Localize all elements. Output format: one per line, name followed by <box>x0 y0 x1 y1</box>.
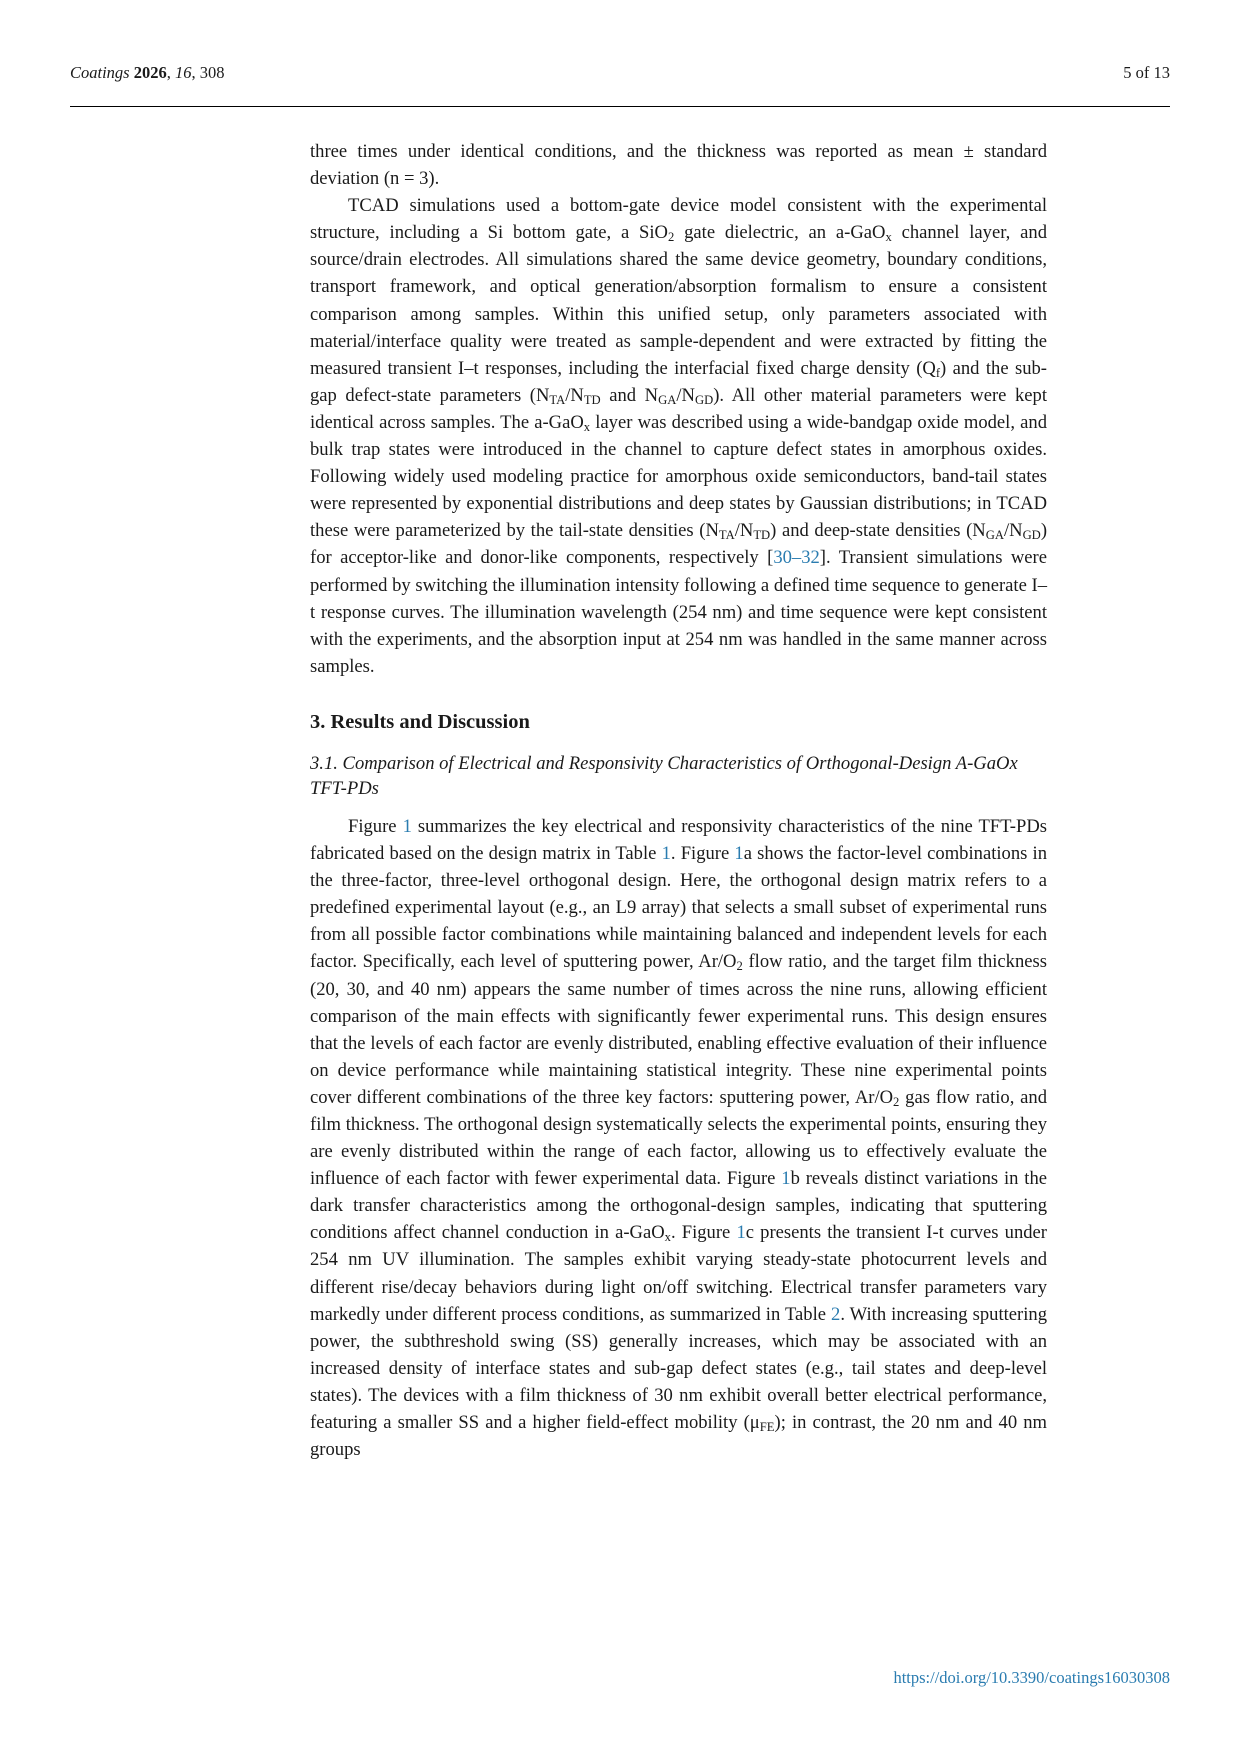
text-run: ]. Transient simulations were performed by switching the illumination intensity following a defined time sequence to generate I–t response curves. The illumination wavelength (254 nm) and time sequence were kept consistent with the experiments, and the absorption input at 254 nm was handled in the same manner across samples. <box>310 547 1047 677</box>
doi-link[interactable]: https://doi.org/10.3390/coatings16030308 <box>893 1668 1170 1687</box>
subsection-heading: 3.1. Comparison of Electrical and Responsivity Characteristics of Orthogonal-Design A-GaOx TFT-PDs <box>310 752 1018 799</box>
text-run: ) for acceptor-like and donor-like components, respectively [ <box>310 520 1048 569</box>
subscript: 2 <box>893 1095 900 1110</box>
text-run: Figure <box>348 815 403 837</box>
text-run: c presents the transient I-t curves under 254 nm UV illumination. The samples exhibit varying steady-state photocurrent levels and different rise/decay behaviors during light on/off switching. Electrical transfer parameters vary markedly under different process conditions, as summarized in Table <box>310 1222 1047 1325</box>
body-paragraph <box>310 813 1047 1463</box>
text-run: 16 <box>174 63 192 82</box>
text-run: /N <box>734 520 754 542</box>
subscript: GD <box>694 393 714 407</box>
text-run: three times under identical conditions, and the thickness was reported as mean ± standard deviation (n = 3). <box>310 141 1047 190</box>
subscript: TA <box>718 528 735 543</box>
article-body <box>310 138 1047 1463</box>
text-run: gas flow ratio, and film thickness. The orthogonal design systematically selects the experimental points, ensuring they are evenly distributed within the range of each factor, allowing us to effectively evaluate the influence of each factor with fewer experimental data. Figure <box>310 1086 1047 1190</box>
text-run: layer was described using a wide-bandgap oxide model, and bulk trap states were introduced in the channel to capture defect states in amorphous oxides. Following widely used modeling practice for amorphous oxide semiconductors, band-tail states were represented by exponential distributions and deep states by Gaussian distributions; in TCAD these were parameterized by the tail-state densities (N <box>310 411 1047 542</box>
text-run: . With increasing sputtering power, the subthreshold swing (SS) generally increases, which may be associated with an increased density of interface states and sub-gap defect states (e.g., tail states and deep-level states). The devices with a film thickness of 30 nm exhibit overall better electrical performance, featuring a smaller SS and a higher field-effect mobility (μ <box>310 1303 1047 1434</box>
text-run: . Figure <box>670 1222 737 1244</box>
subscript: GA <box>658 393 677 407</box>
text-run: ) and deep-state densities (N <box>770 520 986 542</box>
subscript: GD <box>1022 528 1041 543</box>
subscript: FE <box>759 1420 775 1435</box>
subscript: 2 <box>667 230 675 245</box>
journal-citation <box>70 64 224 82</box>
citation-link[interactable]: 1 <box>661 843 671 865</box>
text-run: flow ratio, and the target film thickness (20, 30, and 40 nm) appears the same number of times across the nine runs, allowing efficient comparison of the main effects with significantly fewer experimental runs. This design ensures that the levels of each factor are evenly distributed, enabling effective evaluation of their influence on device performance while maintaining statistical integrity. These nine experimental points cover different combinations of the three key factors: sputtering power, Ar/O <box>310 951 1047 1108</box>
subscript: TD <box>583 393 601 407</box>
citation-link[interactable]: 2 <box>831 1303 841 1325</box>
text-run: /N <box>676 384 695 406</box>
text-run: ). All other material parameters were kept identical across samples. The a-GaO <box>310 384 1047 433</box>
subscript: x <box>583 420 591 435</box>
text-run: gate dielectric, an a-GaO <box>674 222 886 244</box>
text-run: ) and the sub-gap defect-state parameters (N <box>310 357 1047 406</box>
subscript: f <box>935 365 941 380</box>
page-number: 5 of 13 <box>1123 63 1170 82</box>
header-rule <box>70 106 1170 107</box>
subscript: TD <box>753 528 771 543</box>
text-run: b reveals distinct variations in the dark transfer characteristics among the orthogonal-design samples, indicating that sputtering conditions affect channel conduction in a-GaO <box>310 1168 1048 1244</box>
text-run: . Figure <box>670 843 735 865</box>
citation-link[interactable]: 30–32 <box>773 547 820 569</box>
page-header <box>70 64 1170 82</box>
body-paragraph <box>310 138 1047 192</box>
text-run: summarizes the key electrical and responsivity characteristics of the nine TFT-PDs fabricated based on the design matrix in Table <box>310 815 1047 865</box>
text-run: a shows the factor-level combinations in the three-factor, three-level orthogonal design. Here, the orthogonal design matrix refers to a predefined experimental layout (e.g., an L9 array) that selects a small subset of experimental runs from all possible factor combinations while maintaining balanced and independent levels for each factor. Specifically, each level of sputtering power, Ar/O <box>310 843 1047 973</box>
text-run: ); in contrast, the 20 nm and 40 nm groups <box>310 1412 1047 1461</box>
text-run: channel layer, and source/drain electrodes. All simulations shared the same device geometry, boundary conditions, transport framework, and optical generation/absorption formalism to ensure a consistent comparison among samples. Within this unified setup, only parameters associated with material/interface quality were treated as sample-dependent and were extracted by fitting the measured transient I–t responses, including the interfacial fixed charge density (Q <box>310 222 1047 379</box>
body-paragraph <box>310 192 1047 680</box>
citation-link[interactable]: 1 <box>402 815 412 837</box>
subscript: TA <box>549 393 566 407</box>
text-run: /N <box>565 384 584 406</box>
citation-link[interactable]: 1 <box>736 1222 746 1244</box>
text-run: , 308 <box>191 63 225 82</box>
section-heading: 3. Results and Discussion <box>310 710 530 733</box>
subscript: x <box>885 230 892 245</box>
text-run: 2026 <box>133 63 167 82</box>
text-run: , <box>166 63 175 82</box>
text-run: and N <box>600 384 659 406</box>
text-run: Coatings <box>70 63 134 82</box>
subscript: GA <box>985 528 1004 543</box>
text-run: TCAD simulations used a bottom-gate device model consistent with the experimental structure, including a Si bottom gate, a SiO <box>310 195 1047 244</box>
text-run: /N <box>1003 520 1023 542</box>
citation-link[interactable]: 1 <box>734 843 744 865</box>
subscript: 2 <box>736 959 743 974</box>
subscript: x <box>664 1230 671 1245</box>
citation-link[interactable]: 1 <box>781 1168 791 1190</box>
